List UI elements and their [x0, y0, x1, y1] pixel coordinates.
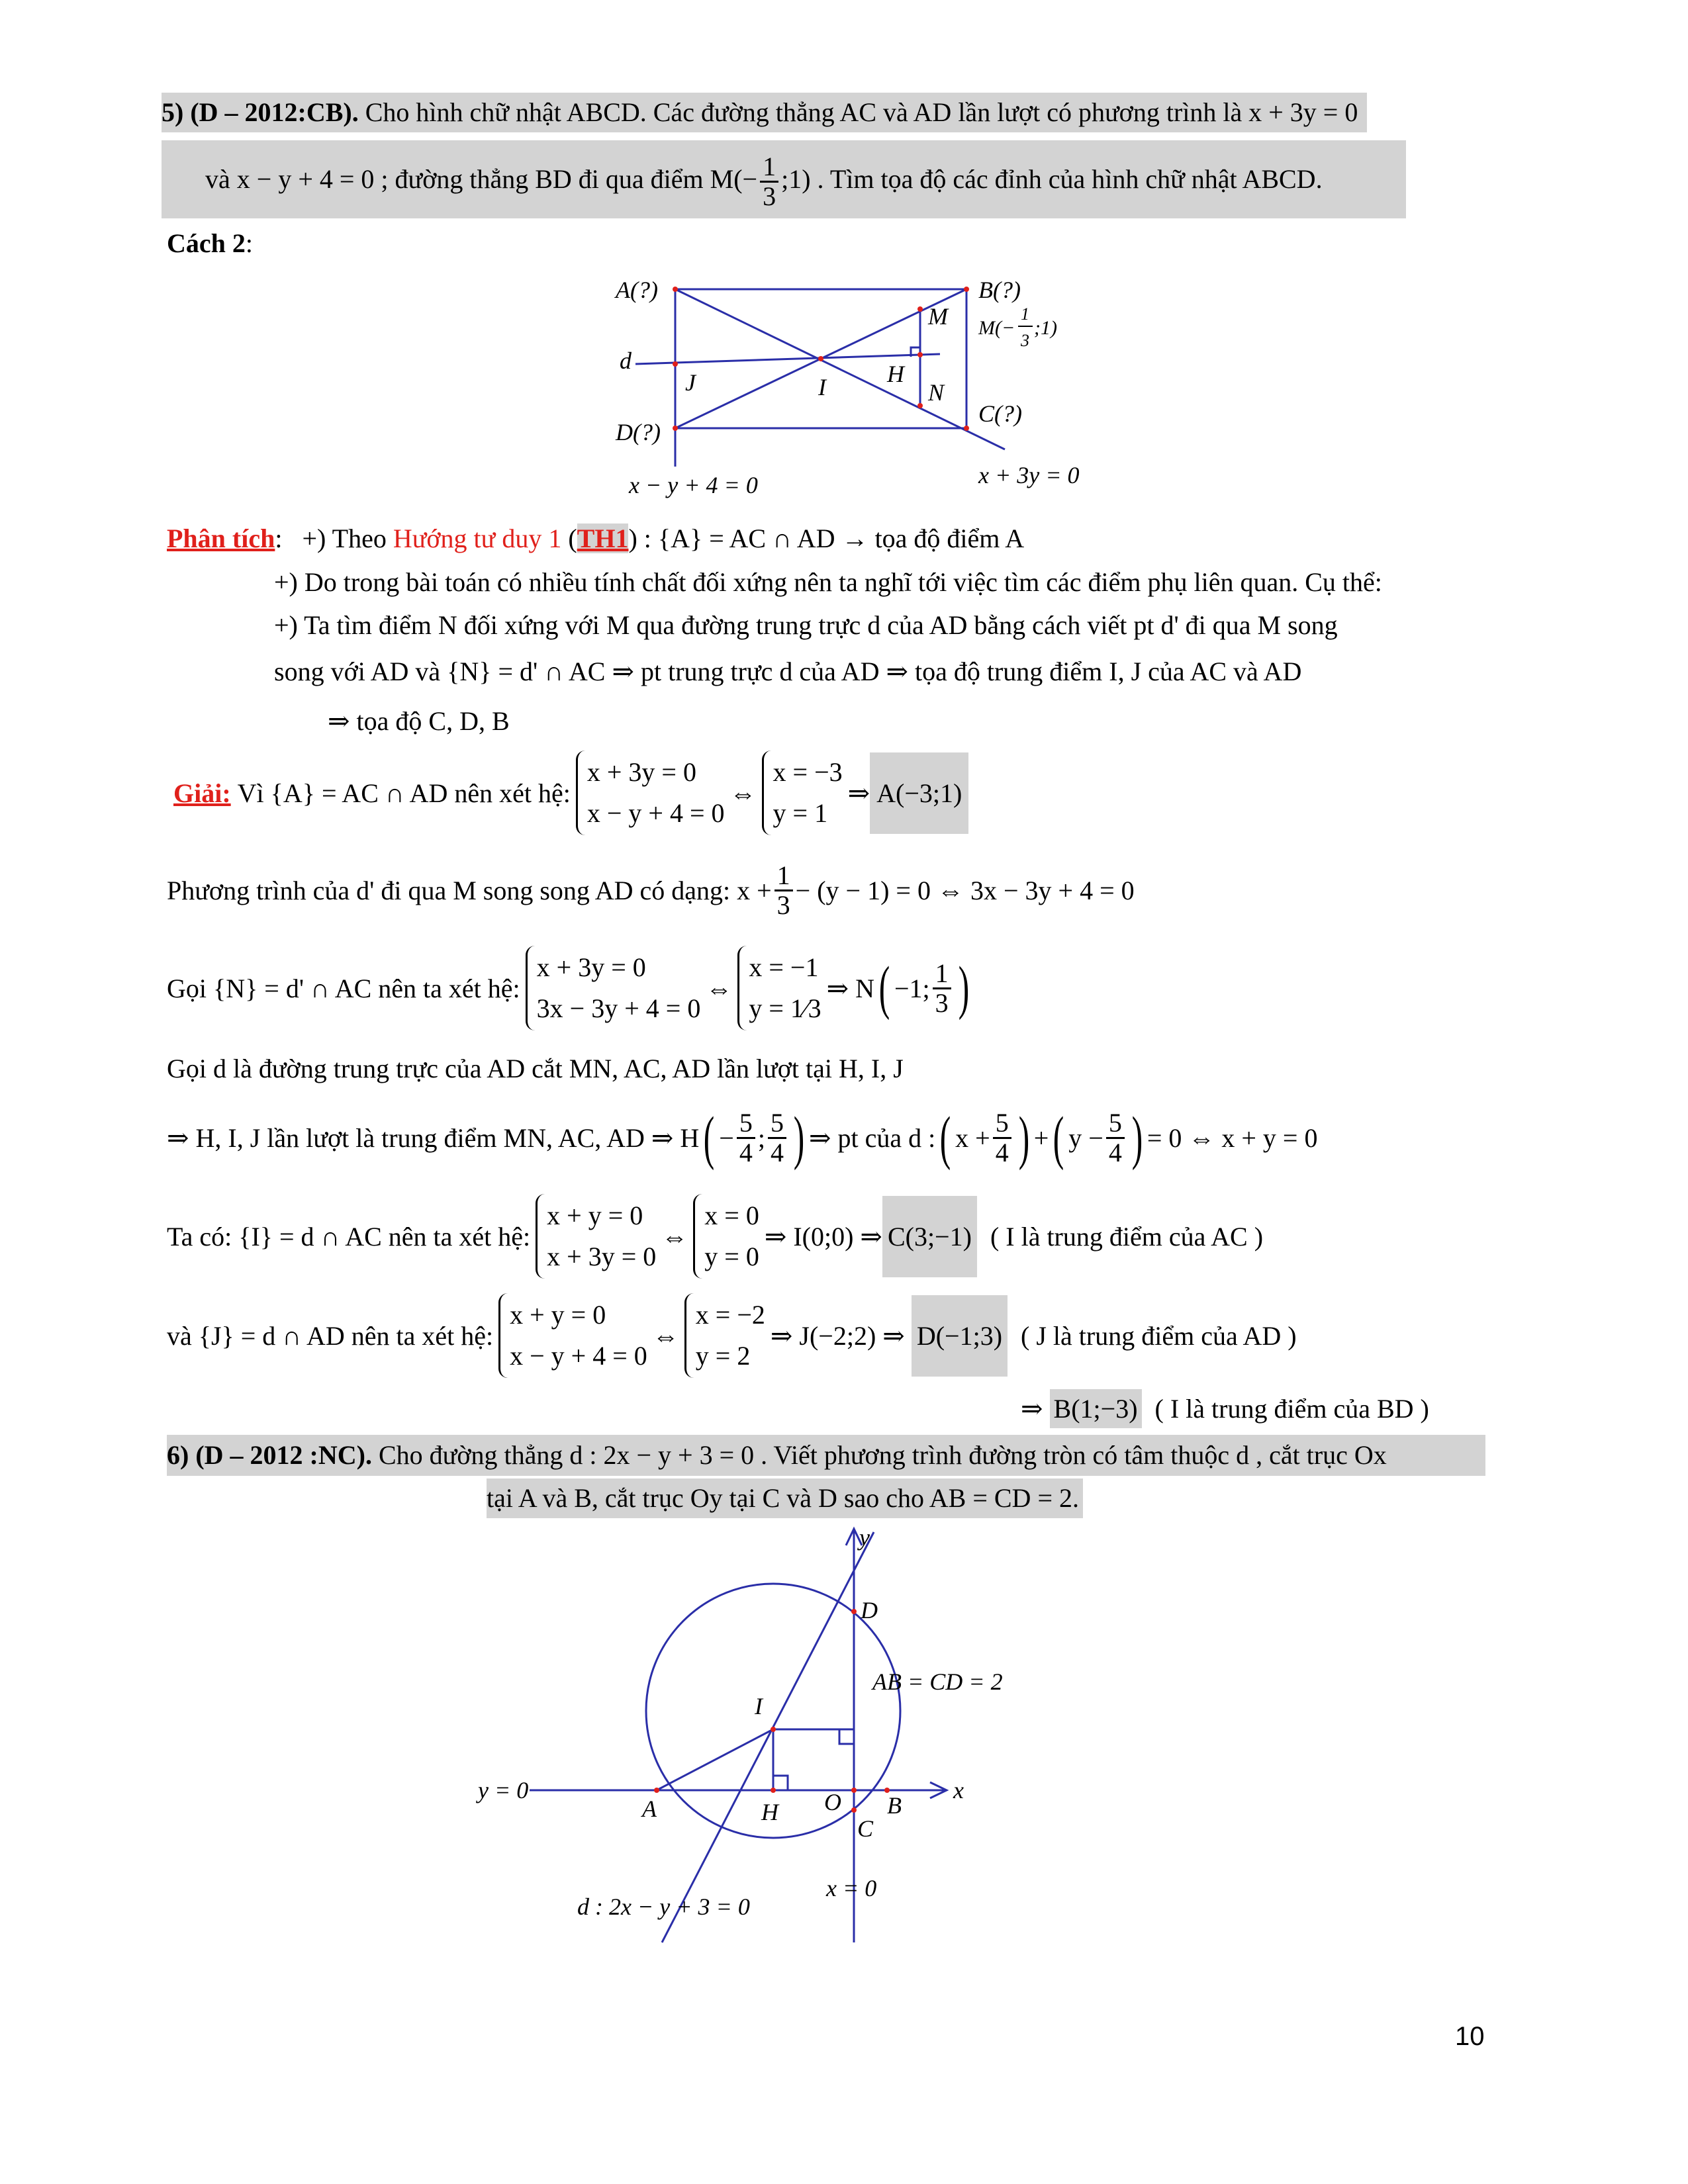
- solution-step3: Gọi {N} = d' ∩ AC nên ta xét hệ: x + 3y = 0 3x − 3y + 4 = 0 ⇔ x = −1 y = 1⁄3 ⇒ N ( −1; $\frac{1}{3}$ ): [167, 938, 974, 1038]
- page-number: 10: [1455, 2022, 1485, 2051]
- label-h: H: [761, 1799, 778, 1825]
- problem5-text: Cho hình chữ nhật ABCD. Các đường thẳng AC và AD lần lượt có phương trình là x + 3y = 0: [358, 97, 1358, 127]
- analysis-line1: Phân tích: +) Theo Hướng tư duy 1 (TH1) : {A} = AC ∩ AD → tọa độ điểm A: [167, 523, 1025, 553]
- problem5-text-a: và x − y + 4 = 0 ; đường thẳng BD đi qua điểm M(−: [205, 164, 758, 194]
- result-d: D(−1;3): [912, 1295, 1008, 1377]
- point-c: [964, 426, 969, 431]
- solution-step1: Giải: Vì {A} = AC ∩ AD nên xét hệ: x + 3y = 0 x − y + 4 = 0 ⇔ x = −3 y = 1 ⇒ A(−3;1): [173, 747, 968, 839]
- point-n: [917, 403, 923, 408]
- label-x-eq: x = 0: [826, 1875, 877, 1901]
- label-d-line: d: [620, 347, 632, 374]
- problem6-title: 6) (D – 2012 :NC).: [167, 1440, 372, 1470]
- problem6-statement-line1: 6) (D – 2012 :NC). Cho đường thẳng d : 2x − y + 3 = 0 . Viết phương trình đường tròn có tâm thuộc d , cắt trục Ox: [167, 1435, 1485, 1476]
- solution-step4: Gọi d là đường trung trực của AD cắt MN, AC, AD lần lượt tại H, I, J: [167, 1054, 904, 1083]
- label-j: J: [685, 369, 696, 396]
- label-y-axis: y: [859, 1524, 870, 1551]
- problem5-statement-line2: [162, 140, 1406, 218]
- label-a: A(?): [616, 277, 658, 303]
- analysis-line4: song với AD và {N} = d' ∩ AC ⇒ pt trung trực d của AD ⇒ tọa độ trung điểm I, J của AC và AD: [274, 657, 1302, 686]
- label-y-eq: y = 0: [478, 1777, 529, 1803]
- label-m-coord-den: 3: [1021, 331, 1029, 350]
- label-o: O: [824, 1789, 841, 1815]
- point-i: [818, 356, 823, 361]
- point-d: [851, 1609, 857, 1614]
- method-label: Cách 2:: [167, 228, 254, 258]
- point-h: [771, 1788, 776, 1793]
- result-c: C(3;−1): [882, 1196, 977, 1277]
- label-ad-eq: x − y + 4 = 0: [629, 472, 758, 498]
- problem5-title: 5) (D – 2012:CB).: [162, 97, 359, 127]
- m-fraction: $\frac{1}{3}$: [760, 153, 778, 210]
- point-m: [917, 306, 923, 312]
- label-b: B: [887, 1792, 902, 1819]
- label-d-point: D: [861, 1597, 878, 1623]
- label-i: I: [818, 374, 826, 400]
- label-ab-cd: AB = CD = 2: [872, 1668, 1003, 1695]
- problem5-statement-line1: [162, 93, 1367, 132]
- point-a: [673, 287, 678, 292]
- label-m-coord-a: M(−: [978, 317, 1015, 339]
- solution-step6: Ta có: {I} = d ∩ AC nên ta xét hệ: x + y = 0 x + 3y = 0 ⇔ x = 0 y = 0 ⇒ I(0;0) ⇒ C(3;−1) ( I là trung điểm của AC ): [167, 1190, 1263, 1283]
- label-m: M: [928, 303, 948, 330]
- solution-step5: ⇒ H, I, J lần lượt là trung điểm MN, AC, AD ⇒ H ( − $\frac{5}{4}$ ; $\frac{5}{4}$ ) ⇒ pt của d : ( x + $\frac{5}{4}$ ) + ( y − $\frac{5}{4}$ ) = 0 ⇔ x + y = 0: [167, 1105, 1318, 1171]
- label-d-eq: d : 2x − y + 3 = 0: [577, 1893, 750, 1920]
- analysis-line2: +) Do trong bài toán có nhiều tính chất đối xứng nên ta nghĩ tới việc tìm các điểm phụ liên quan. Cụ thể:: [274, 567, 1382, 597]
- solution-step2: Phương trình của d' đi qua M song song AD có dạng: x + $\frac{1}{3}$ − (y − 1) = 0 ⇔ 3x − 3y + 4 = 0: [167, 860, 1135, 920]
- problem5-text-b: ;1) . Tìm tọa độ các đỉnh của hình chữ nhật ABCD.: [781, 164, 1323, 194]
- solution-label: Giải:: [173, 778, 231, 808]
- label-ac-eq: x + 3y = 0: [978, 462, 1080, 488]
- rectangle-figure: [596, 268, 1099, 513]
- label-c: C: [857, 1815, 874, 1842]
- point-j: [673, 361, 678, 367]
- point-b: [964, 287, 969, 292]
- point-c: [851, 1807, 857, 1813]
- point-o: [851, 1788, 857, 1793]
- right-angle-h: [773, 1776, 788, 1790]
- circle-figure: [478, 1519, 1046, 1949]
- result-a: A(−3;1): [870, 752, 968, 834]
- diagonal-ac: [675, 289, 1005, 449]
- label-c: C(?): [978, 400, 1022, 427]
- thinking-direction-link[interactable]: Hướng tư duy 1: [393, 523, 562, 553]
- point-i: [771, 1727, 776, 1732]
- point-d: [673, 426, 678, 431]
- label-i: I: [755, 1693, 763, 1719]
- label-n: N: [928, 379, 945, 406]
- right-angle-y: [839, 1729, 854, 1744]
- analysis-line3: +) Ta tìm điểm N đối xứng với M qua đường trung trực d của AD bằng cách viết pt d' đi qua M song: [274, 610, 1338, 640]
- label-b: B(?): [978, 277, 1021, 303]
- label-m-coord-b: ;1): [1034, 317, 1057, 339]
- solution-step7: và {J} = d ∩ AD nên ta xét hệ: x + y = 0 x − y + 4 = 0 ⇔ x = −2 y = 2 ⇒ J(−2;2) ⇒ D(−1;3) ( J là trung điểm của AD ): [167, 1289, 1297, 1382]
- point-h: [917, 352, 923, 357]
- label-h: H: [887, 361, 904, 387]
- problem6-statement-line2: tại A và B, cắt trục Oy tại C và D sao cho AB = CD = 2.: [487, 1479, 1083, 1518]
- analysis-label: Phân tích: [167, 523, 275, 553]
- label-m-coord-num: 1: [1021, 304, 1029, 324]
- th1-tag: TH1: [577, 523, 629, 553]
- label-x-axis: x: [953, 1777, 964, 1803]
- solution-step8: ⇒ B(1;−3) ( I là trung điểm của BD ): [1021, 1388, 1429, 1428]
- point-a: [654, 1788, 659, 1793]
- analysis-line5: ⇒ tọa độ C, D, B: [328, 706, 510, 736]
- label-a: A: [642, 1796, 657, 1822]
- label-d: D(?): [616, 419, 661, 445]
- result-b: B(1;−3): [1050, 1389, 1142, 1428]
